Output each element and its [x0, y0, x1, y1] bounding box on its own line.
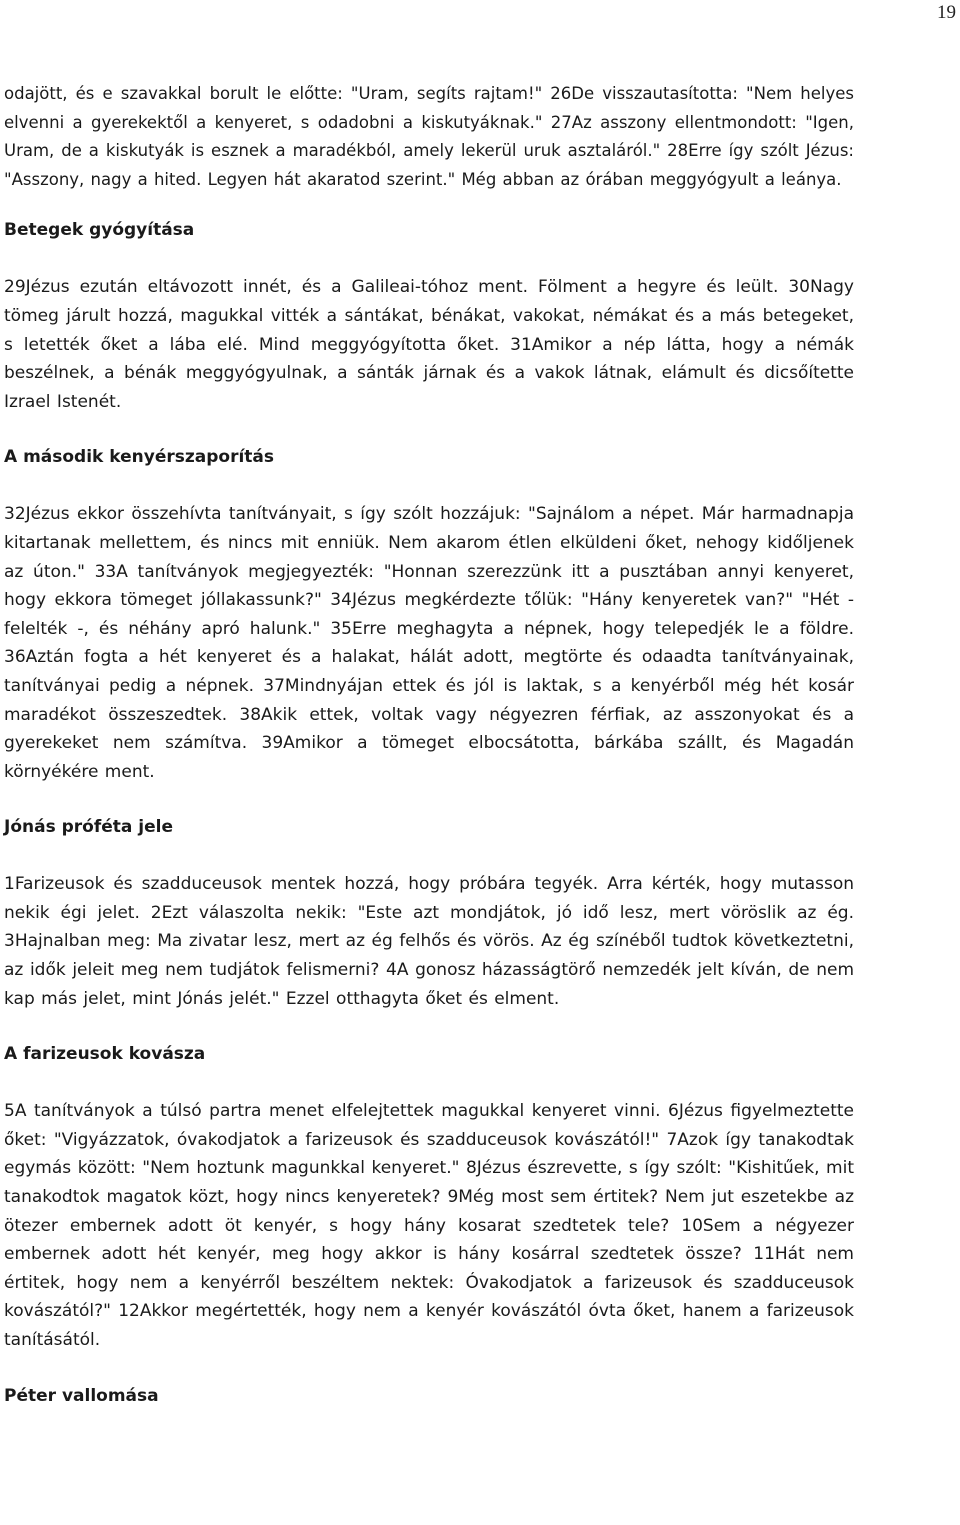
- paragraph-farizeusok-kovasza: 5A tanítványok a túlsó partra menet elfelejtettek magukkal kenyeret vinni. 6Jézus figyelmeztette őket: "Vigyázzatok, óvakodjatok a farizeusok és szadduceusok kovászától!" 7Azok így tanakodtak egymás között: "Nem hoztunk magunkkal kenyeret." 8Jézus észrevette, s így szólt: "Kishitűek, mit tanakodtok magatok közt, hogy nincs kenyeretek? 9Még most sem értitek? Nem jut eszetekbe az ötezer embernek adott öt kenyér, s hogy hány kosarat szedtetek tele? 10Sem a négyezer embernek adott hét kenyér, meg hogy akkor is hány kosárral szedtetek össze? 11Hát nem értitek, hogy nem a kenyérről beszéltem nektek: Óvakodjatok a farizeusok és szadduceusok kovászától?" 12Akkor megértették, hogy nem a kenyér kovászától óvta őket, hanem a farizeusok tanításától.: [4, 1101, 854, 1350]
- heading-jonas-profeta-jele: Jónás próféta jele: [4, 817, 174, 838]
- heading-farizeusok-kovasza: A farizeusok kovásza: [4, 1044, 206, 1065]
- paragraph-jonas-profeta-jele: 1Farizeusok és szadduceusok mentek hozzá, hogy próbára tegyék. Arra kérték, hogy mutasson nekik égi jelet. 2Ezt válaszolta nekik: "Este azt mondjátok, jó idő lesz, mert vöröslik az ég. 3Hajnalban meg: Ma zivatar lesz, mert az ég felhős és vörös. Az ég színéből tudtok következtetni, az idők jeleit meg nem tudjátok felismerni? 4A gonosz házasságtörő nemzedék jelt kíván, de nem kap más jelet, mint Jónás jelét." Ezzel otthagyta őket és elment.: [4, 874, 854, 1009]
- heading-betegek-gyogyitasa: Betegek gyógyítása: [4, 220, 195, 241]
- paragraph-masodik-kenyerszaporitas: 32Jézus ekkor összehívta tanítványait, s így szólt hozzájuk: "Sajnálom a népet. Már harmadnapja kitartanak mellettem, és nincs mit enniük. Nem akarom étlen elküldeni őket, nehogy kidőljenek az úton." 33A tanítványok megjegyezték: "Honnan szerezzünk itt a pusztában annyi kenyeret, hogy ekkora tömeget jóllakassunk?" 34Jézus megkérdezte tőlük: "Hány kenyeretek van?" "Hét - felelték -, és néhány apró halunk." 35Erre meghagyta a népnek, hogy telepedjék le a földre. 36Aztán fogta a hét kenyeret és a halakat, hálát adott, megtörte és odaadta tanítványainak, tanítványai pedig a népnek. 37Mindnyájan ettek és jól is laktak, s a kenyérből még hét kosár maradékot összeszedtek. 38Akik ettek, voltak vagy négyezren férfiak, az asszonyokat és a gyerekeket nem számítva. 39Amikor a tömeget elbocsátotta, bárkába szállt, és Magadán környékére ment.: [4, 504, 854, 782]
- paragraph-intro: odajött, és e szavakkal borult le előtte: "Uram, segíts rajtam!" 26De visszautasította: "Nem helyes elvenni a gyerekektől a kenyeret, s odadobni a kiskutyáknak." 27Az asszony ellentmondott: "Igen, Uram, de a kiskutyák is esznek a maradékból, amely lekerül uruk asztaláról." 28Erre így szólt Jézus: "Asszony, nagy a hited. Legyen hát akaratod szerint." Még abban az órában meggyógyult a leánya.: [4, 84, 854, 189]
- heading-peter-vallomasa: Péter vallomása: [4, 1385, 159, 1406]
- page-number: 19: [937, 2, 956, 23]
- paragraph-betegek-gyogyitasa: 29Jézus ezután eltávozott innét, és a Galileai-tóhoz ment. Fölment a hegyre és leült. 30Nagy tömeg járult hozzá, magukkal vitték a sántákat, bénákat, vakokat, némákat és a más betegeket, s letették őket a lába elé. Mind meggyógyította őket. 31Amikor a nép látta, hogy a némák beszélnek, a bénák meggyógyulnak, a sánták járnak és a vakok látnak, elámult és dicsőítette Izrael Istenét.: [4, 277, 854, 412]
- heading-masodik-kenyerszaporitas: A második kenyérszaporítás: [4, 447, 275, 468]
- document-body: [4, 80, 854, 1410]
